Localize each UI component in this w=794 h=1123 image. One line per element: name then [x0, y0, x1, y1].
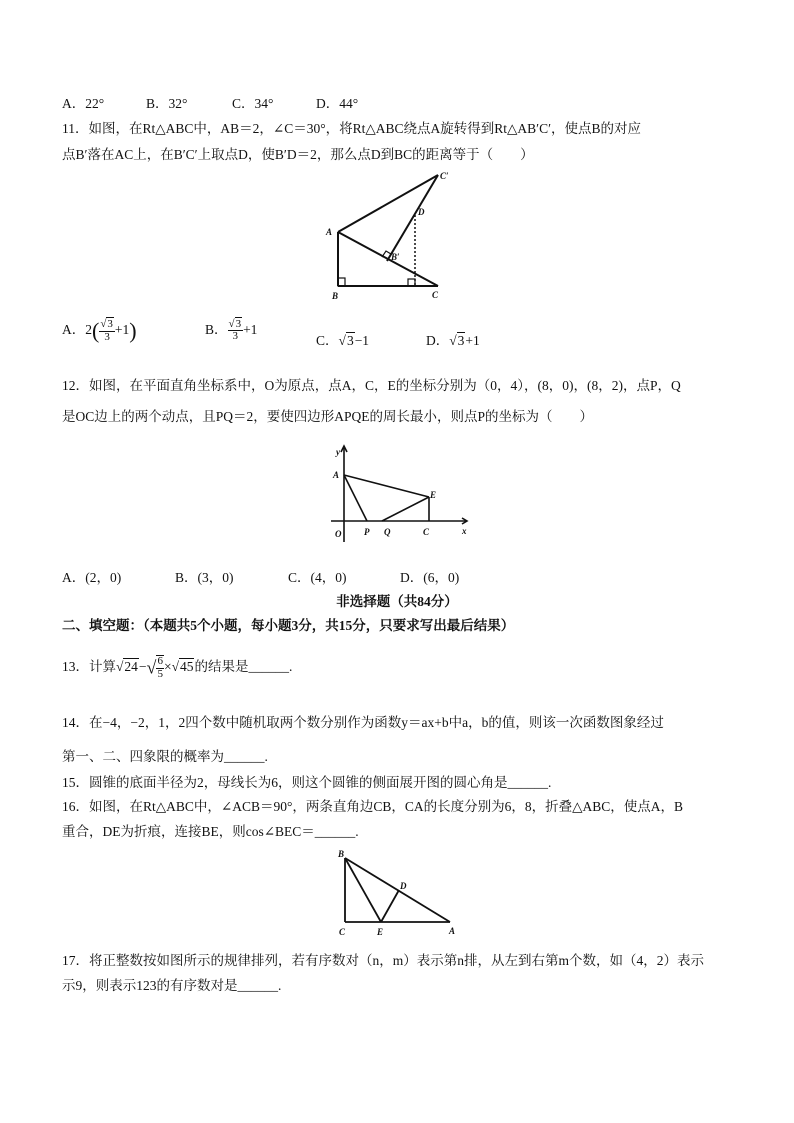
- q16-label-c: C: [339, 927, 346, 937]
- q11-label-b-prime: B′: [391, 252, 400, 262]
- q10-option-a: A．22°: [62, 96, 105, 111]
- q11-option-b: B． $\frac{√3}{3}$ +1: [205, 317, 258, 343]
- q16-text-line2: 重合，DE为折痕，连接BE，则cos∠BEC＝______.: [62, 824, 359, 839]
- q17-text-line1: 17．将正整数按如图所示的规律排列，若有序数对（n，m）表示第n排，从左到右第m个数，如（4，2）表示: [62, 953, 705, 968]
- q12-label-y: y: [336, 447, 340, 457]
- q11-label-b: B: [332, 291, 339, 301]
- q10-option-b: B．32°: [146, 96, 188, 111]
- q12-figure: [326, 440, 476, 560]
- q11-option-c: C．√3−1: [316, 333, 370, 348]
- q12-option-c: C．(4，0): [288, 570, 347, 585]
- q17-text-line2: 示9，则表示123的有序数对是______.: [62, 978, 282, 993]
- q16-label-e: E: [377, 927, 384, 937]
- q16-figure: [332, 845, 464, 940]
- q12-label-c: C: [423, 527, 430, 537]
- q13-text: 13．计算√24−√ $\frac{6}{5}$ ×√45的结果是______.: [62, 655, 293, 680]
- q12-label-p: P: [364, 527, 370, 537]
- q11-figure: [320, 165, 460, 305]
- q11-option-a: A．2( $\frac{√3}{3}$ +1): [62, 317, 137, 343]
- q16-label-a: A: [449, 926, 456, 936]
- q11-option-d: D．√3+1: [426, 333, 480, 348]
- q16-text-line1: 16．如图，在Rt△ABC中，∠ACB＝90°，两条直角边CB，CA的长度分别为6，8，折叠△ABC，使点A，B: [62, 799, 684, 814]
- q12-label-e: E: [430, 490, 437, 500]
- q15-text: 15．圆锥的底面半径为2，母线长为6，则这个圆锥的侧面展开图的圆心角是______.: [62, 775, 552, 790]
- q11-label-a: A: [326, 227, 333, 237]
- q12-option-a: A．(2，0): [62, 570, 122, 585]
- q12-label-a: A: [333, 470, 340, 480]
- q11-label-d: D: [418, 207, 425, 217]
- q14-text-line2: 第一、二、四象限的概率为______.: [62, 749, 268, 764]
- q12-label-o: O: [335, 529, 342, 539]
- section-title: 非选择题（共84分）: [336, 594, 458, 609]
- q11-text-line2: 点B′落在AC上，在B′C′上取点D，使B′D＝2，那么点D到BC的距离等于（ ）: [62, 147, 534, 162]
- q12-option-d: D．(6，0): [400, 570, 460, 585]
- q10-option-d: D．44°: [316, 96, 359, 111]
- q11-label-c-prime: C′: [440, 171, 449, 181]
- section-subtitle: 二、填空题：（本题共5个小题，每小题3分，共15分，只要求写出最后结果）: [62, 618, 515, 633]
- q12-label-x: x: [462, 526, 467, 536]
- q12-label-q: Q: [384, 527, 391, 537]
- q16-label-b: B: [338, 849, 345, 859]
- q11-label-c: C: [432, 290, 439, 300]
- q12-option-b: B．(3，0): [175, 570, 234, 585]
- q10-option-c: C．34°: [232, 96, 274, 111]
- q12-text-line1: 12．如图，在平面直角坐标系中，O为原点，点A，C，E的坐标分别为（0，4），(8，0)，(8，2)，点P，Q: [62, 378, 681, 393]
- q16-label-d: D: [400, 881, 407, 891]
- q12-text-line2: 是OC边上的两个动点，且PQ＝2，要使四边形APQE的周长最小，则点P的坐标为（ ）: [62, 409, 594, 424]
- q14-text-line1: 14．在−4，−2，1，2四个数中随机取两个数分别作为函数y＝ax+b中a，b的值，则该一次函数图象经过: [62, 715, 664, 730]
- q11-text-line1: 11．如图，在Rt△ABC中，AB＝2，∠C＝30°，将Rt△ABC绕点A旋转得到Rt△AB′C′，使点B的对应: [62, 121, 642, 136]
